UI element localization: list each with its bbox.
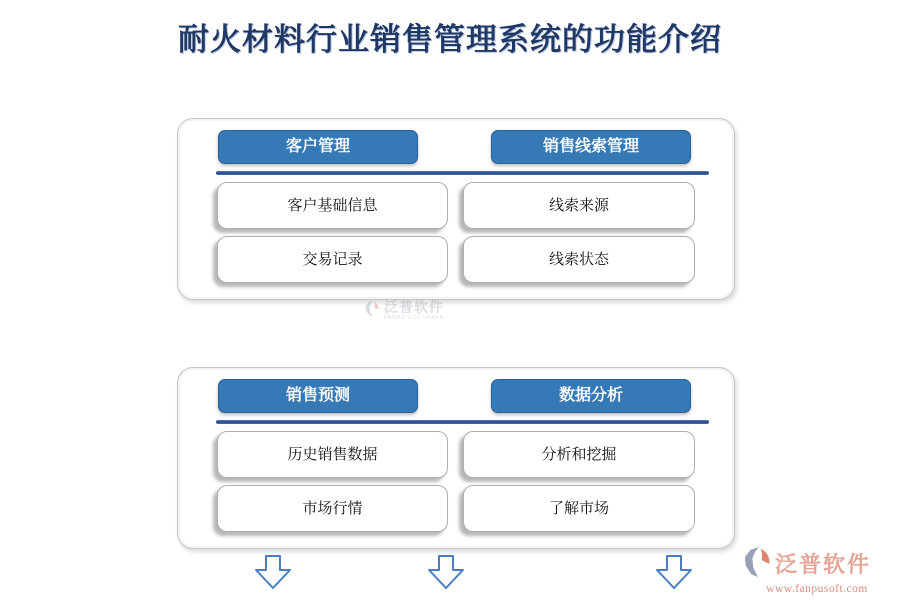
feature-lead-status: 线索状态	[463, 236, 695, 283]
feature-analysis-and-mining: 分析和挖掘	[463, 431, 695, 478]
watermark-subtitle: FANPU SOFTWARE	[384, 315, 445, 321]
panel-forecast-and-analysis	[177, 367, 735, 549]
header-customer-management: 客户管理	[218, 130, 418, 164]
brand-logo	[742, 546, 892, 595]
header-sales-lead-management: 销售线索管理	[491, 130, 691, 164]
brand-url: www.fanpusoft.com	[766, 583, 868, 595]
divider-line	[216, 171, 709, 175]
feature-lead-source: 线索来源	[463, 182, 695, 229]
fanpu-logo-icon	[742, 546, 772, 583]
feature-market-conditions: 市场行情	[217, 485, 448, 532]
panel-customer-and-leads	[177, 118, 735, 300]
divider-line	[216, 420, 709, 424]
watermark	[364, 300, 444, 322]
header-data-analysis: 数据分析	[491, 379, 691, 413]
down-arrow-icon	[255, 555, 291, 589]
feature-transaction-records: 交易记录	[217, 236, 448, 283]
header-sales-forecast: 销售预测	[218, 379, 418, 413]
down-arrow-icon	[428, 555, 464, 589]
down-arrow-icon	[656, 555, 692, 589]
brand-name: 泛普软件	[775, 551, 872, 577]
page-title: 耐火材料行业销售管理系统的功能介绍	[178, 22, 722, 57]
feature-historical-sales-data: 历史销售数据	[217, 431, 448, 478]
watermark-name: 泛普软件	[384, 299, 444, 315]
feature-understand-market: 了解市场	[463, 485, 695, 532]
feature-customer-basic-info: 客户基础信息	[217, 182, 448, 229]
fanpu-logo-icon	[364, 300, 380, 322]
